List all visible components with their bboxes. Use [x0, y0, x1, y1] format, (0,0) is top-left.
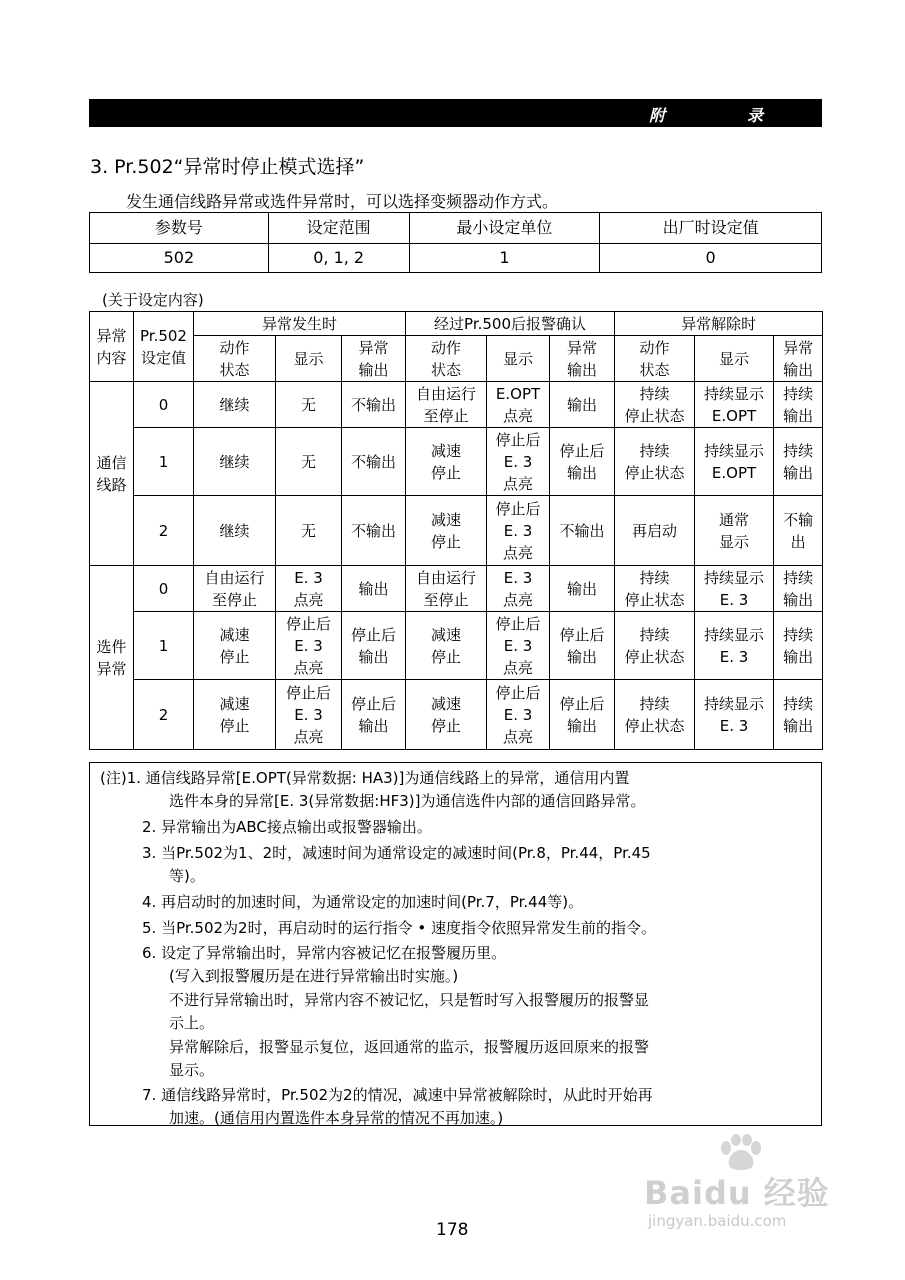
note-line: 3. 当Pr.502为1、2时，减速时间为通常设定的减速时间(Pr.8，Pr.44，Pr.45 [142, 844, 651, 862]
cell-display-3: 持续显示 E.OPT [695, 428, 774, 496]
cell-output-1: 不输出 [342, 496, 406, 566]
row-setting: 0 [134, 382, 194, 428]
cell-display-2: 停止后 E. 3 点亮 [487, 496, 550, 566]
section-title: 3. Pr.502“异常时停止模式选择” [90, 156, 365, 178]
table-row [90, 680, 823, 750]
note-line: (注)1. 通信线路异常[E.OPT(异常数据: HA3)]为通信线路上的异常，通信用内置 [100, 769, 630, 787]
cell-action-2: 减速 停止 [406, 428, 487, 496]
row-setting: 1 [134, 428, 194, 496]
param-header-unit: 最小设定单位 [409, 213, 600, 244]
cell-action-2: 减速 停止 [406, 680, 487, 750]
cell-display-1: E. 3 点亮 [276, 566, 342, 612]
header-title-left: 附 [649, 106, 666, 125]
cell-action-2: 减速 停止 [406, 496, 487, 566]
cell-output-3: 持续 输出 [774, 680, 823, 750]
note-line: 4. 再启动时的加速时间，为通常设定的加速时间(Pr.7，Pr.44等)。 [142, 893, 584, 911]
cell-action-1: 自由运行 至停止 [194, 566, 276, 612]
param-header-default: 出厂时设定值 [600, 213, 822, 244]
table-row [90, 612, 823, 680]
cell-output-1: 输出 [342, 566, 406, 612]
param-header-number: 参数号 [90, 213, 269, 244]
cell-action-3: 持续 停止状态 [615, 566, 695, 612]
cell-output-1: 不输出 [342, 428, 406, 496]
table-row [90, 566, 823, 612]
cell-output-3: 持续 输出 [774, 612, 823, 680]
cell-action-1: 减速 停止 [194, 680, 276, 750]
cell-display-2: E. 3 点亮 [487, 566, 550, 612]
cell-action-3: 持续 停止状态 [615, 612, 695, 680]
col-abnormal-content: 异常 内容 [90, 312, 134, 382]
row-setting: 1 [134, 612, 194, 680]
sub-action-1: 动作 状态 [194, 336, 276, 382]
col-pr502-setting: Pr.502 设定值 [134, 312, 194, 382]
cell-action-2: 自由运行 至停止 [406, 382, 487, 428]
cell-action-1: 继续 [194, 496, 276, 566]
cell-display-1: 无 [276, 382, 342, 428]
note-line: 不进行异常输出时，异常内容不被记忆，只是暂时写入报警履历的报警显 [169, 991, 650, 1009]
row-setting: 2 [134, 496, 194, 566]
note-line: 显示。 [169, 1061, 215, 1079]
cell-display-3: 持续显示 E. 3 [695, 566, 774, 612]
cell-output-1: 停止后 输出 [342, 612, 406, 680]
note-line: 等)。 [169, 867, 205, 885]
category-comm-line: 通信 线路 [90, 382, 134, 566]
note-line: 选件本身的异常[E. 3(异常数据:HF3)]为通信选件内部的通信回路异常。 [169, 792, 646, 810]
cell-action-3: 再启动 [615, 496, 695, 566]
note-line: 5. 当Pr.502为2时，再启动时的运行指令 • 速度指令依照异常发生前的指令。 [142, 919, 656, 937]
cell-display-1: 无 [276, 496, 342, 566]
cell-display-1: 停止后 E. 3 点亮 [276, 680, 342, 750]
cell-display-2: 停止后 E. 3 点亮 [487, 680, 550, 750]
cell-action-2: 自由运行 至停止 [406, 566, 487, 612]
cell-action-3: 持续 停止状态 [615, 428, 695, 496]
param-value-default: 0 [600, 244, 822, 273]
cell-action-2: 减速 停止 [406, 612, 487, 680]
cell-display-1: 停止后 E. 3 点亮 [276, 612, 342, 680]
cell-output-2: 输出 [550, 566, 615, 612]
section-intro: 发生通信线路异常或选件异常时，可以选择变频器动作方式。 [126, 192, 559, 211]
category-option-error: 选件 异常 [90, 566, 134, 750]
cell-output-1: 停止后 输出 [342, 680, 406, 750]
group-on-abnormal: 异常发生时 [194, 312, 406, 336]
note-line: 加速。(通信用内置选件本身异常的情况不再加速。) [169, 1109, 504, 1127]
baidu-paw-icon [716, 1134, 766, 1172]
header-title-right: 录 [747, 106, 764, 125]
sub-display-1: 显示 [276, 336, 342, 382]
watermark-brand: Baidu 经验 [644, 1174, 830, 1212]
cell-output-1: 不输出 [342, 382, 406, 428]
table-row [90, 382, 823, 428]
cell-output-2: 停止后 输出 [550, 612, 615, 680]
note-line: 示上。 [169, 1014, 215, 1032]
cell-action-1: 继续 [194, 428, 276, 496]
sub-output-2: 异常 输出 [550, 336, 615, 382]
parameter-table [89, 212, 822, 273]
sub-display-2: 显示 [487, 336, 550, 382]
sub-display-3: 显示 [695, 336, 774, 382]
param-value-number: 502 [90, 244, 269, 273]
cell-output-2: 不输出 [550, 496, 615, 566]
note-line: 6. 设定了异常输出时，异常内容被记忆在报警履历里。 [142, 944, 507, 962]
cell-output-3: 持续 输出 [774, 382, 823, 428]
cell-display-2: 停止后 E. 3 点亮 [487, 428, 550, 496]
cell-display-3: 通常 显示 [695, 496, 774, 566]
sub-output-1: 异常 输出 [342, 336, 406, 382]
param-header-range: 设定范围 [268, 213, 409, 244]
row-setting: 2 [134, 680, 194, 750]
sub-output-3: 异常 输出 [774, 336, 823, 382]
cell-display-3: 持续显示 E. 3 [695, 680, 774, 750]
note-line: 异常解除后，报警显示复位，返回通常的监示，报警履历返回原来的报警 [169, 1038, 650, 1056]
cell-display-2: 停止后 E. 3 点亮 [487, 612, 550, 680]
cell-action-3: 持续 停止状态 [615, 680, 695, 750]
table-row [90, 496, 823, 566]
cell-output-2: 停止后 输出 [550, 680, 615, 750]
cell-action-3: 持续 停止状态 [615, 382, 695, 428]
page-number: 178 [436, 1220, 469, 1240]
cell-output-2: 输出 [550, 382, 615, 428]
detail-table [89, 311, 823, 750]
cell-display-3: 持续显示 E. 3 [695, 612, 774, 680]
detail-label: (关于设定内容) [102, 291, 204, 309]
note-line: 7. 通信线路异常时，Pr.502为2的情况，减速中异常被解除时，从此时开始再 [142, 1086, 653, 1104]
cell-action-1: 减速 停止 [194, 612, 276, 680]
param-value-range: 0, 1, 2 [268, 244, 409, 273]
table-row [90, 428, 823, 496]
watermark-url: jingyan.baidu.com [648, 1212, 787, 1230]
cell-output-2: 停止后 输出 [550, 428, 615, 496]
row-setting: 0 [134, 566, 194, 612]
cell-output-3: 不输 出 [774, 496, 823, 566]
notes-box [89, 762, 822, 1126]
cell-action-1: 继续 [194, 382, 276, 428]
sub-action-2: 动作 状态 [406, 336, 487, 382]
group-after-pr500: 经过Pr.500后报警确认 [406, 312, 615, 336]
note-line: 2. 异常输出为ABC接点输出或报警器输出。 [142, 818, 432, 836]
group-on-clear: 异常解除时 [615, 312, 823, 336]
header-bar [89, 99, 822, 127]
cell-display-3: 持续显示 E.OPT [695, 382, 774, 428]
cell-display-2: E.OPT 点亮 [487, 382, 550, 428]
cell-display-1: 无 [276, 428, 342, 496]
cell-output-3: 持续 输出 [774, 566, 823, 612]
param-value-unit: 1 [409, 244, 600, 273]
sub-action-3: 动作 状态 [615, 336, 695, 382]
note-line: (写入到报警履历是在进行异常输出时实施。) [169, 967, 459, 985]
cell-output-3: 持续 输出 [774, 428, 823, 496]
